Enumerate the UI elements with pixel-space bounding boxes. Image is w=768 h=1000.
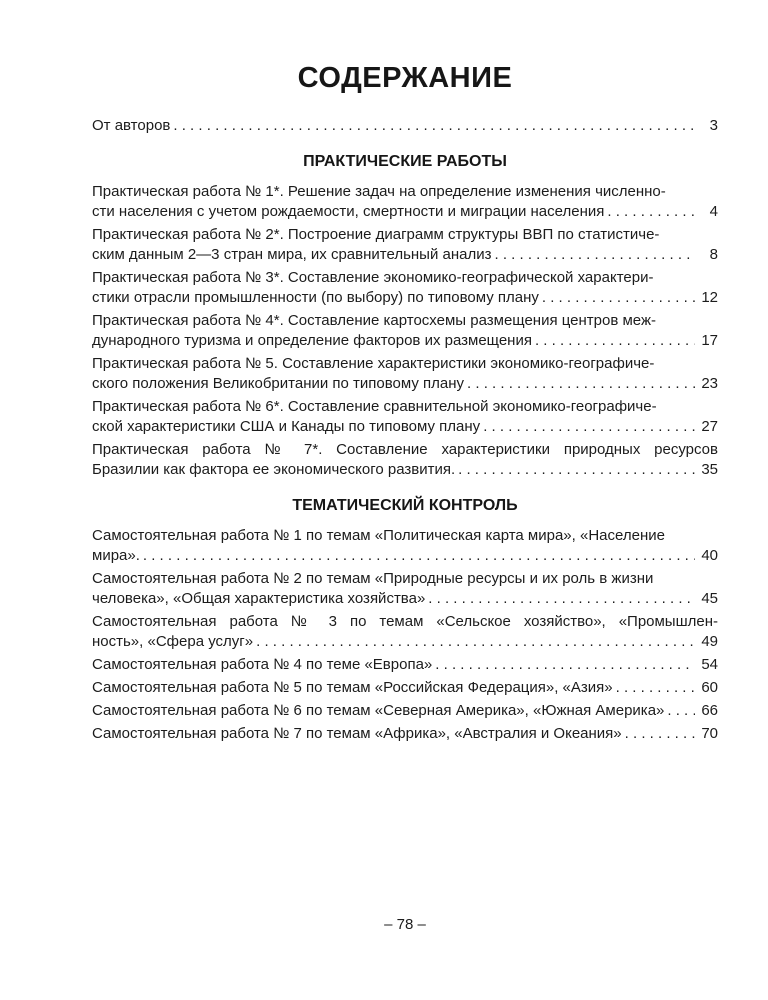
entry-last-line (92, 546, 718, 566)
dot-leader (667, 701, 695, 721)
section-heading: ТЕМАТИЧЕСКИЙ КОНТРОЛЬ (292, 497, 518, 514)
entry-text-line: Практическая работа № 3*. Составление экономико-географической характери- (92, 269, 654, 286)
entry-text: ским данным 2—3 стран мира, их сравнительный анализ (92, 246, 492, 263)
table-of-contents (92, 116, 718, 744)
entry-text: ность», «Сфера услуг» (92, 633, 254, 650)
entry-text: сти населения с учетом рождаемости, смертности и миграции населения (92, 203, 605, 220)
dot-leader (535, 331, 695, 351)
entry-last-line (92, 116, 718, 136)
entry-page-number: 70 (701, 725, 718, 742)
entry-text-line: Самостоятельная работа № 2 по темам «Природные ресурсы и их роль в жизни (92, 570, 654, 587)
dot-leader (494, 245, 695, 265)
entry-page-number: 17 (701, 332, 718, 349)
toc-entry (92, 116, 718, 136)
entry-page-number: 66 (701, 702, 718, 719)
dot-leader (616, 678, 695, 698)
entry-last-line (92, 655, 718, 675)
entry-last-line (92, 331, 718, 351)
entry-text: человека», «Общая характеристика хозяйства» (92, 590, 426, 607)
entry-last-line (92, 245, 718, 265)
dot-leader (143, 546, 695, 566)
entry-page-number: 12 (701, 289, 718, 306)
entry-text: Самостоятельная работа № 5 по темам «Российская Федерация», «Азия» (92, 679, 613, 696)
entry-page-number: 35 (701, 461, 718, 478)
section-heading: ПРАКТИЧЕСКИЕ РАБОТЫ (303, 153, 507, 170)
entry-text: ской характеристики США и Канады по типовому плану (92, 418, 481, 435)
toc-entry (92, 612, 718, 652)
toc-entry (92, 678, 718, 698)
entry-page-number: 4 (709, 203, 718, 220)
dot-leader (435, 655, 695, 675)
entry-text-line: Самостоятельная работа № 3 по темам «Сельское хозяйство», «Промышлен- (92, 613, 718, 630)
entry-page-number: 54 (701, 656, 718, 673)
dot-leader (625, 724, 695, 744)
entry-page-number: 45 (701, 590, 718, 607)
dot-leader (428, 589, 695, 609)
entry-text-line: Практическая работа № 6*. Составление сравнительной экономико-географиче- (92, 398, 657, 415)
toc-entry (92, 354, 718, 394)
dot-leader (256, 632, 695, 652)
entry-last-line (92, 589, 718, 609)
toc-entry (92, 569, 718, 609)
entry-last-line (92, 724, 718, 744)
page-content (92, 0, 718, 747)
entry-text-line: Практическая работа № 4*. Составление картосхемы размещения центров меж- (92, 312, 657, 329)
entry-text: Самостоятельная работа № 7 по темам «Африка», «Австралия и Океания» (92, 725, 622, 742)
entry-text: дународного туризма и определение факторов их размещения (92, 332, 532, 349)
entry-last-line (92, 632, 718, 652)
toc-entry (92, 311, 718, 351)
entry-text: Самостоятельная работа № 6 по темам «Северная Америка», «Южная Америка» (92, 702, 665, 719)
book-page-number: – 78 – (384, 916, 426, 933)
entry-last-line (92, 701, 718, 721)
toc-entry (92, 724, 718, 744)
dot-leader (458, 460, 695, 480)
entry-page-number: 60 (701, 679, 718, 696)
toc-section (92, 152, 718, 480)
entry-text-line: Практическая работа № 1*. Решение задач на определение изменения численно- (92, 183, 666, 200)
entry-last-line (92, 374, 718, 394)
entry-text-line: Практическая работа № 5. Составление характеристики экономико-географиче- (92, 355, 655, 372)
entry-page-number: 49 (701, 633, 718, 650)
entry-last-line (92, 678, 718, 698)
entry-text: Бразилии как фактора ее экономического развития. (92, 461, 456, 478)
dot-leader (542, 288, 695, 308)
dot-leader (467, 374, 695, 394)
toc-entry (92, 655, 718, 675)
toc-entry (92, 701, 718, 721)
entry-text: ского положения Великобритании по типовому плану (92, 375, 465, 392)
entry-page-number: 40 (701, 547, 718, 564)
entry-text-line: Самостоятельная работа № 1 по темам «Политическая карта мира», «Население (92, 527, 665, 544)
dot-leader (173, 116, 695, 136)
entry-text-line: Практическая работа № 7*. Составление характеристики природных ресурсов (92, 441, 718, 458)
entry-last-line (92, 202, 718, 222)
dot-leader (607, 202, 695, 222)
entry-text-line: Практическая работа № 2*. Построение диаграмм структуры ВВП по статистиче- (92, 226, 660, 243)
toc-section (92, 496, 718, 744)
entry-last-line (92, 417, 718, 437)
entry-text: Самостоятельная работа № 4 по теме «Европа» (92, 656, 433, 673)
toc-entry (92, 397, 718, 437)
entry-text: стики отрасли промышленности (по выбору) по типовому плану (92, 289, 539, 306)
toc-entry (92, 225, 718, 265)
entry-page-number: 27 (701, 418, 718, 435)
entry-text: От авторов (92, 117, 171, 134)
entry-page-number: 23 (701, 375, 718, 392)
toc-entry (92, 526, 718, 566)
entry-text: мира». (92, 547, 140, 564)
page-title: СОДЕРЖАНИЕ (297, 62, 513, 94)
entry-page-number: 8 (709, 246, 718, 263)
toc-entry (92, 440, 718, 480)
toc-entry (92, 182, 718, 222)
entry-page-number: 3 (709, 117, 718, 134)
entry-last-line (92, 460, 718, 480)
entry-last-line (92, 288, 718, 308)
dot-leader (483, 417, 695, 437)
toc-entry (92, 268, 718, 308)
